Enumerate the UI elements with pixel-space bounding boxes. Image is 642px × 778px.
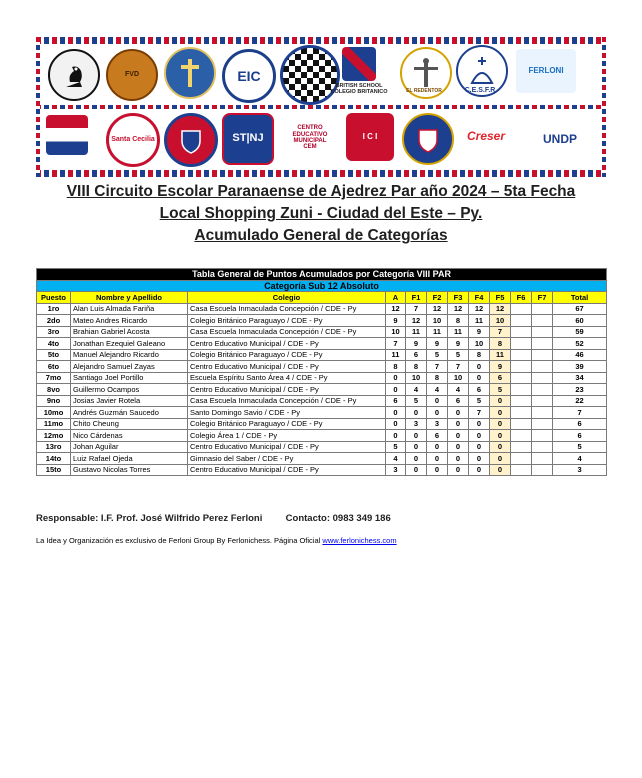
table-row [37,441,607,453]
table-cell: 13ro [37,441,71,453]
table-cell: 5to [37,349,71,361]
table-cell: 4to [37,338,71,350]
flag-stripe [36,170,606,177]
table-cell: 10 [490,315,511,327]
table-cell: 0 [469,453,490,465]
table-cell: 5 [448,349,469,361]
table-cell: Colegio Británico Paraguayo / CDE - Py [188,315,386,327]
table-cell [511,430,532,442]
table-cell: Colegio Británico Paraguayo / CDE - Py [188,349,386,361]
table-cell: 0 [448,407,469,419]
fide-knight-icon [48,49,100,101]
santa-cecilia-seal-icon: Santa Cecilia [106,113,160,167]
table-body [37,303,607,476]
table-cell [532,361,553,373]
table-cell: 7 [406,303,427,315]
table-cell: 9no [37,395,71,407]
table-cell [511,349,532,361]
table-cell: Manuel Alejandro Ricardo [71,349,188,361]
page-title: VIII Circuito Escolar Paranaense de Ajedrez Par año 2024 – 5ta Fecha [66,183,576,200]
table-row [37,418,607,430]
table-cell: 12 [490,303,511,315]
table-row [37,349,607,361]
column-header: A [386,292,406,304]
table-cell: 0 [406,430,427,442]
table-cell: 14to [37,453,71,465]
column-header: Nombre y Apellido [71,292,188,304]
table-cell: 4 [386,453,406,465]
standings-table [36,268,607,476]
table-cell: 3 [406,418,427,430]
table-cell [532,395,553,407]
table-cell: 11 [448,326,469,338]
flag-stripe [602,37,606,177]
table-cell: 7 [553,407,607,419]
table-cell: 7 [427,361,448,373]
table-cell: 5 [553,441,607,453]
table-cell: 0 [448,418,469,430]
venue-subtitle: Local Shopping Zuni - Ciudad del Este – Py. [159,205,483,222]
table-cell: 3ro [37,326,71,338]
table-cell: 6 [553,418,607,430]
table-cell: 9 [490,361,511,373]
table-cell [532,430,553,442]
table-cell: 8 [469,349,490,361]
table-cell [532,441,553,453]
stnj-icon: ST|NJ [222,113,274,165]
table-row [37,464,607,476]
table-cell [532,338,553,350]
table-cell: Nico Cárdenas [71,430,188,442]
table-cell [511,338,532,350]
el-redentor-caption: EL REDENTOR [406,88,442,94]
column-headers [37,292,607,304]
table-cell: 12 [448,303,469,315]
column-header: F6 [511,292,532,304]
table-row [37,338,607,350]
table-cell: 0 [490,464,511,476]
table-cell: 23 [553,384,607,396]
column-header: F4 [469,292,490,304]
table-row [37,361,607,373]
table-row [37,384,607,396]
table-cell: 0 [386,372,406,384]
table-cell: Johan Aguilar [71,441,188,453]
table-cell: 11 [386,349,406,361]
table-cell: Alejandro Samuel Zayas [71,361,188,373]
table-cell: 0 [490,453,511,465]
table-cell [532,453,553,465]
table-cell: Guillermo Ocampos [71,384,188,396]
organization-note [36,536,397,545]
table-cell: 9 [448,338,469,350]
table-cell: Casa Escuela Inmaculada Concepción / CDE - Py [188,326,386,338]
table-cell: Santiago Joel Portillo [71,372,188,384]
table-cell: 10 [386,326,406,338]
table-cell: 8 [490,338,511,350]
table-row [37,407,607,419]
table-cell: 0 [490,395,511,407]
table-cell: Casa Escuela Inmaculada Concepción / CDE - Py [188,303,386,315]
table-cell: 0 [427,464,448,476]
table-cell: 0 [448,453,469,465]
official-site-link[interactable]: www.ferlonichess.com [322,536,397,545]
table-cell: 5 [427,349,448,361]
table-cell: Centro Educativo Municipal / CDE - Py [188,464,386,476]
column-header: F1 [406,292,427,304]
british-school-caption: BRITISH SCHOOL COLEGIO BRITANICO [330,83,388,95]
table-cell: Casa Escuela Inmaculada Concepción / CDE - Py [188,395,386,407]
table-cell: 0 [448,464,469,476]
table-cell: 8 [386,361,406,373]
table-cell: 10 [448,372,469,384]
table-cell: Andrés Guzmán Saucedo [71,407,188,419]
table-cell [511,418,532,430]
table-cell: 0 [386,407,406,419]
table-banner: Tabla General de Puntos Acumulados por Categoría VIII PAR [37,269,607,281]
cem-icon: CENTRO EDUCATIVO MUNICIPAL CEM [282,113,338,163]
table-cell: Centro Educativo Municipal / CDE - Py [188,338,386,350]
table-cell: 12 [386,303,406,315]
table-row [37,303,607,315]
table-cell: Gimnasio del Saber / CDE - Py [188,453,386,465]
table-row [37,453,607,465]
table-cell: 0 [448,441,469,453]
table-cell: 4 [553,453,607,465]
table-row [37,430,607,442]
table-cell: 7 [490,326,511,338]
table-cell: 0 [406,453,427,465]
table-cell: 10 [406,372,427,384]
table-cell [511,361,532,373]
table-cell [532,315,553,327]
table-cell: Alan Luis Almada Fariña [71,303,188,315]
undp-icon: UNDP [542,131,577,146]
table-cell [532,384,553,396]
table-cell: 10 [469,338,490,350]
table-cell: 6to [37,361,71,373]
column-header: F7 [532,292,553,304]
table-cell: 0 [406,407,427,419]
table-cell: 11 [406,326,427,338]
table-cell [532,303,553,315]
table-cell: 3 [386,464,406,476]
ici-runner-icon: I C I [346,113,394,161]
table-cell: 39 [553,361,607,373]
union-jack-icon [342,47,376,81]
table-cell [511,453,532,465]
table-cell [532,407,553,419]
ferloni-globe-icon: FERLONI [516,49,576,93]
table-cell [532,372,553,384]
table-cell: 46 [553,349,607,361]
responsable-label: Responsable: I.F. Prof. José Wilfrido Perez Ferloni [36,513,263,524]
table-cell: 4 [427,384,448,396]
table-cell: Colegio Área 1 / CDE - Py [188,430,386,442]
organization-text: La Idea y Organización es exclusivo de Ferloni Group By Ferlonichess. Página Oficial [36,536,323,545]
table-cell: 0 [469,372,490,384]
table-cell: 1ro [37,303,71,315]
table-cell: 8 [448,315,469,327]
table-cell: 9 [386,315,406,327]
table-cell [532,464,553,476]
table-cell: 5 [490,384,511,396]
creser-icon: Creser [466,128,506,143]
table-cell: Santo Domingo Savio / CDE - Py [188,407,386,419]
table-cell: 0 [406,441,427,453]
flag-stripe [36,37,606,44]
table-cell: 6 [469,384,490,396]
table-cell: 3 [553,464,607,476]
table-cell: Mateo Andres Ricardo [71,315,188,327]
table-cell: 5 [469,395,490,407]
table-cell: Brahian Gabriel Acosta [71,326,188,338]
table-cell: 3 [427,418,448,430]
table-row [37,372,607,384]
logo-banner [36,37,606,177]
table-cell: 9 [406,338,427,350]
table-cell [511,464,532,476]
table-cell: 60 [553,315,607,327]
table-cell: 59 [553,326,607,338]
table-cell: 0 [490,430,511,442]
table-cell: Centro Educativo Municipal / CDE - Py [188,384,386,396]
table-cell: 5 [386,441,406,453]
table-cell [511,441,532,453]
table-cell: 12 [469,303,490,315]
table-cell: 4 [448,384,469,396]
crest-icon [164,113,218,167]
table-cell [532,349,553,361]
table-cell: 0 [427,441,448,453]
table-cell: 2do [37,315,71,327]
table-cell: Centro Educativo Municipal / CDE - Py [188,361,386,373]
cesfr-caption: C.E.S.F.R [464,87,496,94]
table-cell: Jonathan Ezequiel Galeano [71,338,188,350]
table-cell: 0 [469,441,490,453]
table-cell: 6 [490,372,511,384]
table-cell: 6 [427,430,448,442]
table-cell: 0 [386,384,406,396]
table-cell: 12 [427,303,448,315]
table-cell: Gustavo Nicolas Torres [71,464,188,476]
table-cell: 0 [490,441,511,453]
table-cell: 6 [406,349,427,361]
table-cell: 0 [490,418,511,430]
table-cell: 67 [553,303,607,315]
chessboard-icon [280,45,340,105]
table-cell: 10mo [37,407,71,419]
table-cell: 0 [386,430,406,442]
column-header: F5 [490,292,511,304]
table-cell: 11 [427,326,448,338]
table-cell: 11mo [37,418,71,430]
column-header: F3 [448,292,469,304]
responsable-line [36,513,391,524]
flag-stripe [36,37,40,177]
table-cell: 12mo [37,430,71,442]
table-cell [511,395,532,407]
table-cell: Chito Cheung [71,418,188,430]
table-cell: Luiz Rafael Ojeda [71,453,188,465]
eic-icon: EIC [222,49,276,103]
table-cell: 11 [469,315,490,327]
table-cell [532,418,553,430]
table-row [37,395,607,407]
table-cell: 4 [406,384,427,396]
table-cell [532,326,553,338]
table-cell: 0 [406,464,427,476]
table-cell: 0 [469,430,490,442]
table-cell: 7 [386,338,406,350]
column-header: Total [553,292,607,304]
table-cell: 6 [386,395,406,407]
table-cell: 0 [469,464,490,476]
table-cell: 6 [553,430,607,442]
table-cell [511,384,532,396]
table-cell: Centro Educativo Municipal / CDE - Py [188,441,386,453]
table-cell: 7 [469,407,490,419]
table-cell: 5 [406,395,427,407]
table-cell: 6 [448,395,469,407]
table-cell: 0 [490,407,511,419]
table-cell: 8 [427,372,448,384]
pennant-icon [46,115,88,155]
table-cell [511,372,532,384]
table-cell [511,326,532,338]
table-cell: 7 [448,361,469,373]
table-cell [511,303,532,315]
table-cell: 0 [386,418,406,430]
fvd-shield-icon: FVD [106,49,158,101]
table-cell: 0 [427,453,448,465]
table-cell: 7mo [37,372,71,384]
table-cell: 0 [469,418,490,430]
section-title: Acumulado General de Categorías [194,227,448,244]
table-cell: 0 [427,395,448,407]
table-cell: 10 [427,315,448,327]
table-cell [511,407,532,419]
table-cell: 9 [427,338,448,350]
table-cell: 52 [553,338,607,350]
table-cell: 22 [553,395,607,407]
column-header: Colegio [188,292,386,304]
table-cell: 8vo [37,384,71,396]
table-cell: 0 [427,407,448,419]
table-cell: 8 [406,361,427,373]
table-cell: 34 [553,372,607,384]
table-cell: 9 [469,326,490,338]
flag-stripe [36,105,606,109]
table-cell: Colegio Británico Paraguayo / CDE - Py [188,418,386,430]
table-cell: 0 [469,361,490,373]
column-header: F2 [427,292,448,304]
cross-icon [164,47,216,99]
table-cell: 0 [448,430,469,442]
table-cell: Escuela Espíritu Santo Área 4 / CDE - Py [188,372,386,384]
column-header: Puesto [37,292,71,304]
category-header: Categoría Sub 12 Absoluto [37,280,607,292]
school-shield-icon [402,113,454,165]
table-row [37,326,607,338]
table-cell [511,315,532,327]
table-cell: 11 [490,349,511,361]
table-cell: 12 [406,315,427,327]
contacto-label: Contacto: 0983 349 186 [285,513,391,524]
table-cell: 15to [37,464,71,476]
table-cell: Josias Javier Rotela [71,395,188,407]
table-row [37,315,607,327]
